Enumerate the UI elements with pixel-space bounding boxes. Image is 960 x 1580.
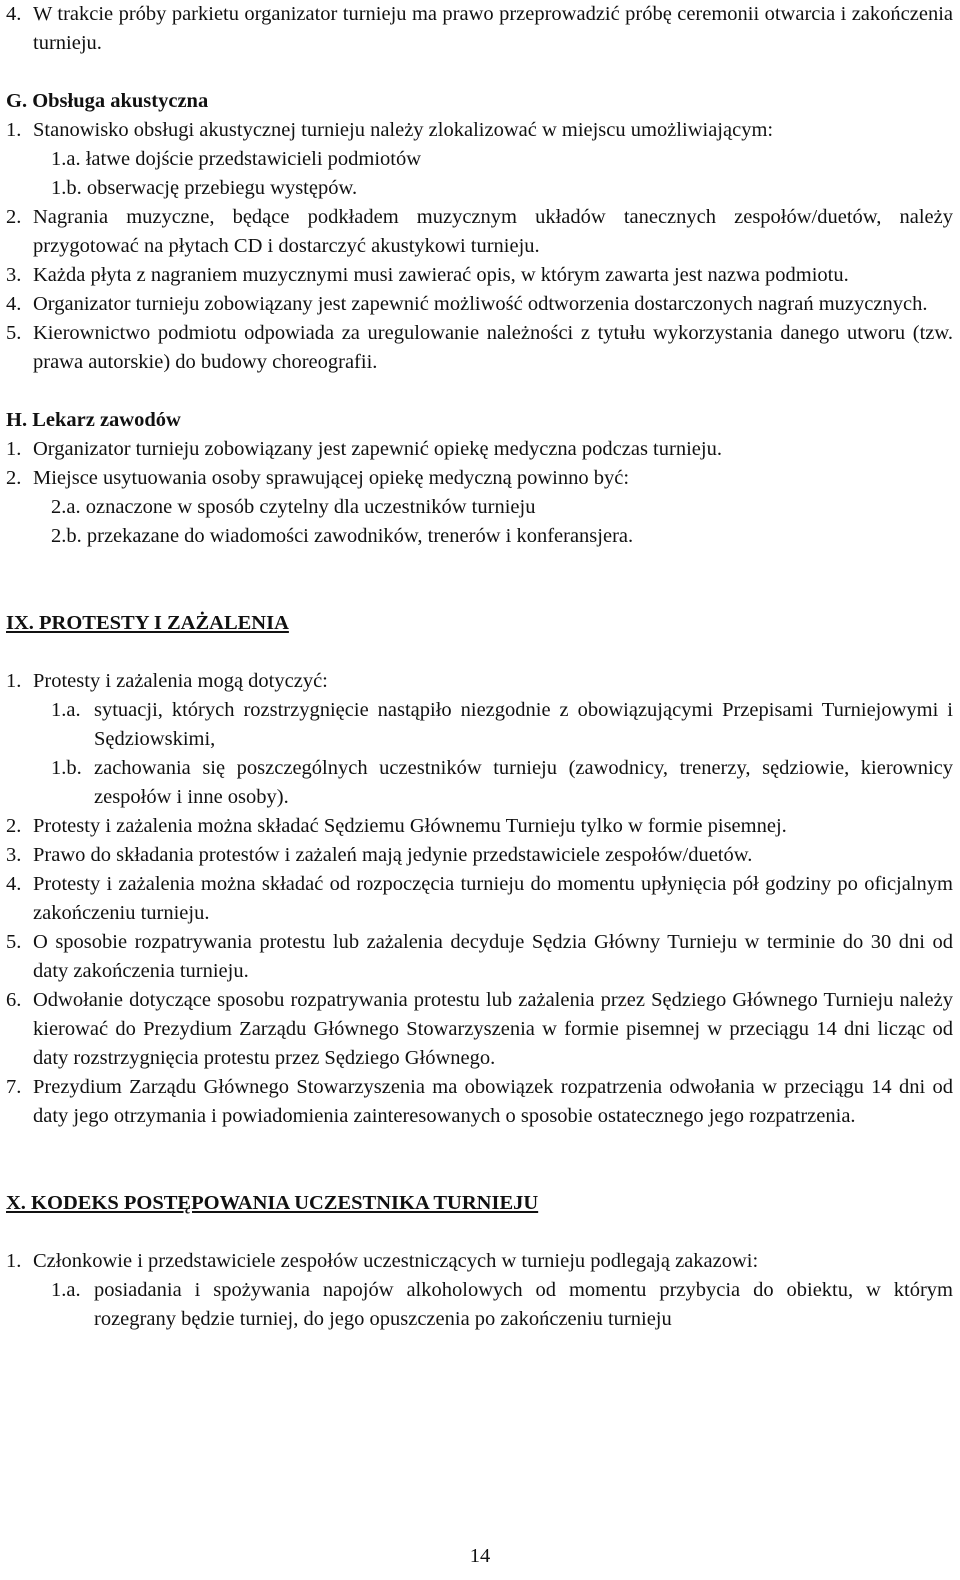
section-x-title: X. KODEKS POSTĘPOWANIA UCZESTNIKA TURNIEJU	[6, 1192, 539, 1214]
section-g-heading: G. Obsługa akustyczna	[6, 90, 209, 112]
section-h-item-2	[6, 464, 953, 493]
item-text: Nagrania muzyczne, będące podkładem muzycznym układów tanecznych zespołów/duetów, należy przygotować na płytach CD i dostarczyć akustykowi turnieju.	[33, 206, 953, 257]
section-h-sub-2b: 2.b. przekazane do wiadomości zawodników, trenerów i konferansjera.	[51, 525, 634, 547]
section-ix-item-1	[6, 667, 953, 696]
section-ix-item-7	[6, 1073, 953, 1131]
item-text: Prawo do składania protestów i zażaleń mają jedynie przedstawiciele zespołów/duetów.	[33, 844, 753, 866]
item-number: 5.	[6, 931, 22, 953]
section-g-sub-1b: 1.b. obserwację przebiegu występów.	[51, 177, 358, 199]
section-h-sub-2a: 2.a. oznaczone w sposób czytelny dla uczestników turnieju	[51, 496, 536, 518]
spacer	[6, 551, 953, 609]
section-ix-item-6	[6, 986, 953, 1073]
item-text: Protesty i zażalenia można składać od rozpoczęcia turnieju do momentu upłynięcia pół godziny po oficjalnym zakończeniu turnieju.	[33, 873, 953, 924]
item-number: 1.	[6, 670, 22, 692]
section-g-item-1	[6, 116, 953, 145]
section-ix-item-4	[6, 870, 953, 928]
section-ix-sub-1a	[6, 696, 953, 754]
item-number: 2.	[6, 467, 22, 489]
item-text: Kierownictwo podmiotu odpowiada za uregulowanie należności z tytułu wykorzystania danego utworu (tzw. prawa autorskie) do budowy choreografii.	[33, 322, 953, 373]
section-h-item-1	[6, 435, 953, 464]
section-x-item-1	[6, 1247, 953, 1276]
item-number: 1.	[6, 1250, 22, 1272]
section-g-item-5	[6, 319, 953, 377]
item-number: 3.	[6, 844, 22, 866]
item-text: Każda płyta z nagraniem muzycznymi musi zawierać opis, w którym zawarta jest nazwa podmiotu.	[33, 264, 849, 286]
spacer	[6, 58, 953, 87]
section-g-sub-1a: 1.a. łatwe dojście przedstawicieli podmiotów	[51, 148, 422, 170]
item-number: 1.	[6, 438, 22, 460]
item-text: Odwołanie dotyczące sposobu rozpatrywania protestu lub zażalenia przez Sędziego Głównego Turnieju należy kierować do Prezydium Zarządu Głównego Stowarzyszenia w formie pisemnej w przeciągu 14 dni licząc od daty rozstrzygnięcia protestu przez Sędziego Głównego.	[33, 989, 953, 1069]
sub-number: 1.b.	[51, 757, 82, 779]
spacer	[6, 377, 953, 406]
item-number: 3.	[6, 264, 22, 286]
item-text: Organizator turnieju zobowiązany jest zapewnić opiekę medyczna podczas turnieju.	[33, 438, 722, 460]
item-number: 7.	[6, 1076, 22, 1098]
sub-number: 1.a.	[51, 699, 81, 721]
document-page	[6, 0, 953, 1334]
spacer	[6, 638, 953, 667]
sub-text: zachowania się poszczególnych uczestników turnieju (zawodnicy, trenerzy, sędziowie, kierownicy zespołów i inne osoby).	[94, 757, 953, 808]
item-number: 4.	[6, 293, 22, 315]
item-text: Organizator turnieju zobowiązany jest zapewnić możliwość odtworzenia dostarczonych nagrań muzycznych.	[33, 293, 928, 315]
item-text: O sposobie rozpatrywania protestu lub zażalenia decyduje Sędzia Główny Turnieju w terminie do 30 dni od daty zakończenia turnieju.	[33, 931, 953, 982]
section-ix-item-5	[6, 928, 953, 986]
section-ix-title: IX. PROTESTY I ZAŻALENIA	[6, 612, 289, 634]
sub-number: 1.a.	[51, 1279, 81, 1301]
section-g-item-4	[6, 290, 953, 319]
item-text: Miejsce usytuowania osoby sprawującej opiekę medyczną powinno być:	[33, 467, 630, 489]
spacer	[6, 1218, 953, 1247]
item-text: Prezydium Zarządu Głównego Stowarzyszenia ma obowiązek rozpatrzenia odwołania w przeciągu 14 dni od daty jego otrzymania i powiadomienia zainteresowanych o sposobie ostatecznego jego rozpatrzenia.	[33, 1076, 953, 1127]
item-text: Stanowisko obsługi akustycznej turnieju należy zlokalizować w miejscu umożliwiającym:	[33, 119, 774, 141]
section-ix-item-3	[6, 841, 953, 870]
page-number: 14	[469, 1545, 491, 1567]
intro-item-4	[6, 0, 953, 58]
sub-text: sytuacji, których rozstrzygnięcie nastąpiło niezgodnie z obowiązującymi Przepisami Turniejowymi i Sędziowskimi,	[94, 699, 953, 750]
item-number: 5.	[6, 322, 22, 344]
section-ix-sub-1b	[6, 754, 953, 812]
item-text: Protesty i zażalenia można składać Sędziemu Głównemu Turnieju tylko w formie pisemnej.	[33, 815, 787, 837]
item-number: 2.	[6, 815, 22, 837]
item-number: 1.	[6, 119, 22, 141]
spacer	[6, 1131, 953, 1189]
item-number: 2.	[6, 206, 22, 228]
section-h-heading: H. Lekarz zawodów	[6, 409, 181, 431]
section-g-item-2	[6, 203, 953, 261]
section-ix-item-2	[6, 812, 953, 841]
item-number: 6.	[6, 989, 22, 1011]
item-text: Protesty i zażalenia mogą dotyczyć:	[33, 670, 328, 692]
item-text: W trakcie próby parkietu organizator turnieju ma prawo przeprowadzić próbę ceremonii otwarcia i zakończenia turnieju.	[33, 3, 953, 54]
item-number: 4.	[6, 873, 22, 895]
sub-text: posiadania i spożywania napojów alkoholowych od momentu przybycia do obiektu, w którym rozegrany będzie turniej, do jego opuszczenia po zakończeniu turnieju	[94, 1279, 953, 1330]
item-number: 4.	[6, 3, 22, 25]
item-text: Członkowie i przedstawiciele zespołów uczestniczących w turnieju podlegają zakazowi:	[33, 1250, 759, 1272]
section-g-item-3	[6, 261, 953, 290]
section-x-sub-1a	[6, 1276, 953, 1334]
